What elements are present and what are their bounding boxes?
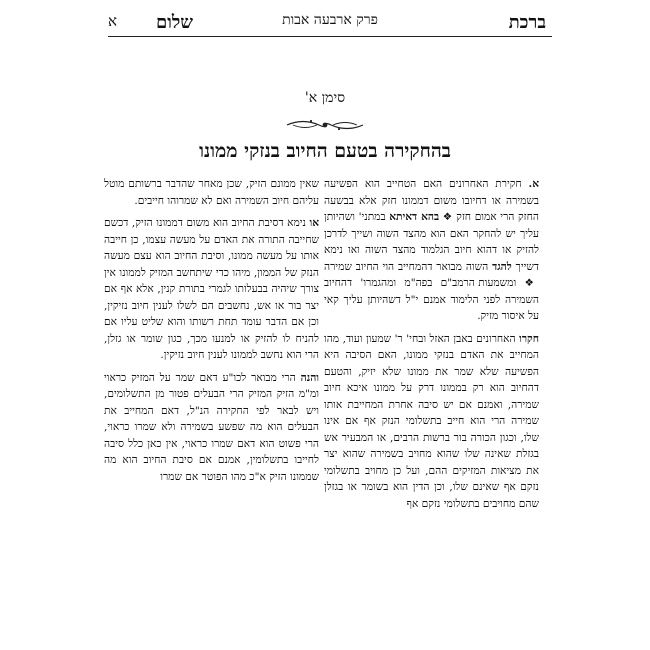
paragraph-text: השוה מבואר דהמחייב הוי החיוב שמירה	[324, 260, 489, 273]
paragraph-text: במתני' ושהיותן עליך יש להחקר האם הוא מהצד השוה ושייך לדרכן להזיק או דהוא חיוב הגלמוד מהצד השוה ואו נימא דשייך	[324, 211, 539, 273]
paragraph: שאין ממונם הזיק, שכן מאחר שהדבר ברשותם מוטל עליהם חיוב השמירה ואם לא שמרוהו חייבים.	[104, 178, 319, 207]
paragraph	[104, 370, 319, 486]
paragraph-text: הרי מבואר לכו"ע דאם שמר על המזיק כראוי ומ"מ הזיק המזיק הרי הבעלים פטור מן התשלומים, ויש לבאר לפי החקירה הנ"ל, דאם המחייב את הבעלים הוא מה שפשע בשמירה ולא שמרו כראוי, הרי פשוט הוא דאם שמרו כראוי, אין כאן כלל סיבה לחייבו בתשלומין, אמנם אם סיבת החיוב הוא מה שממונו הזיק א"כ מהו הפוטר אם שמרו	[104, 371, 319, 483]
paragraph-text: נימא דסיבת החיוב הוא משום דממונו הזיק, דכשם שחייבה התורה את האדם על מעשה עצמו, כן חייבה אותו על מעשה ממונו, וסיבת החיוב הוא עצם מעשה הנזק של הממון, מיהו כדי שיתחשב המזיק לממונו אין צורך שיהיה בבעלותו לגמרי בתורת קנין, אלא אף אם יצר בור או אש, נחשבים הם לשלו לענין חיוב נזיקין, וכן אם הדבר עומד תחת רשותו והוא שליט עליו אם להניח לו להזיק או למנעו מכך, כגון שומר או גזלן, הרי הוא נחשב לממונו לענין חיוב נזיקין.	[104, 217, 319, 361]
book-subtitle: שלום	[156, 12, 194, 33]
paragraph-lead: חקרו	[519, 332, 539, 345]
paragraph	[104, 215, 319, 364]
paragraph	[324, 176, 539, 325]
ornament-divider-icon	[283, 114, 367, 136]
chapter-heading: בהחקירה בטעם החיוב בנזקי ממונו	[199, 140, 451, 162]
paragraph-lead: א.	[528, 178, 540, 190]
paragraph-lead: או	[309, 217, 319, 229]
paragraph-text: ומשמעות הרמב"ם בפה"מ ומהגמרו' דהחיוב השמירה לפני הלימוד אמנם י"ל דשהיותן עליך קאי על איסור מזיק.	[324, 277, 539, 322]
highlight-text: להגד	[492, 260, 512, 273]
siman-heading: סימן א'	[304, 90, 346, 106]
text-column-right	[324, 176, 539, 518]
paragraph-lead: והנה	[300, 371, 319, 384]
paragraph	[324, 331, 539, 513]
book-title: ברכת	[508, 12, 546, 33]
running-header	[108, 8, 552, 37]
paragraph-text: האחרונים באבן האזל ובחי' ר' שמעון ועוד, מהו המחייב את האדם בנזקי ממונו, האם הסיבה היא הפשיעה שלא שמר את ממונו שלא יזיק, והטעם דהחיוב הוא רק בממונו דרק על ממונו איכא חיוב שמירה, ואמנם אם יש סיבה אחרת המחייבת אותו שמירה הרי הוא חייב בתשלומי הנזק אף אם אינו שלו, וכגון הכורה בור ברשות הרבים, או המבעיר אש בגזלת שאינה שלו שהוא מחויב בשמירה שהוא יצר את מציאות המזיקים ההם, ועל כן מחויב בתשלומי נזקם אף שאינם שלו, וכן הדין הוא בשומר או בגזלן שהם מחויבים בתשלומי נזקם אף	[324, 332, 539, 510]
chapter-title: פרק ארבעה אבות	[282, 12, 378, 28]
text-column-left	[104, 176, 319, 491]
page-letter: א	[108, 12, 118, 30]
diamond-icon: ❖	[442, 211, 453, 223]
diamond-icon: ❖	[524, 277, 540, 289]
highlight-text: בהא דאיתא	[389, 211, 440, 223]
paragraph-text: חקירת האחרונים האם הטחייב הוא הפשיעה בשמירה או דחיובו משום דממונו חזק אלא בבשעה החזק הרי אמום חזק	[324, 178, 539, 223]
